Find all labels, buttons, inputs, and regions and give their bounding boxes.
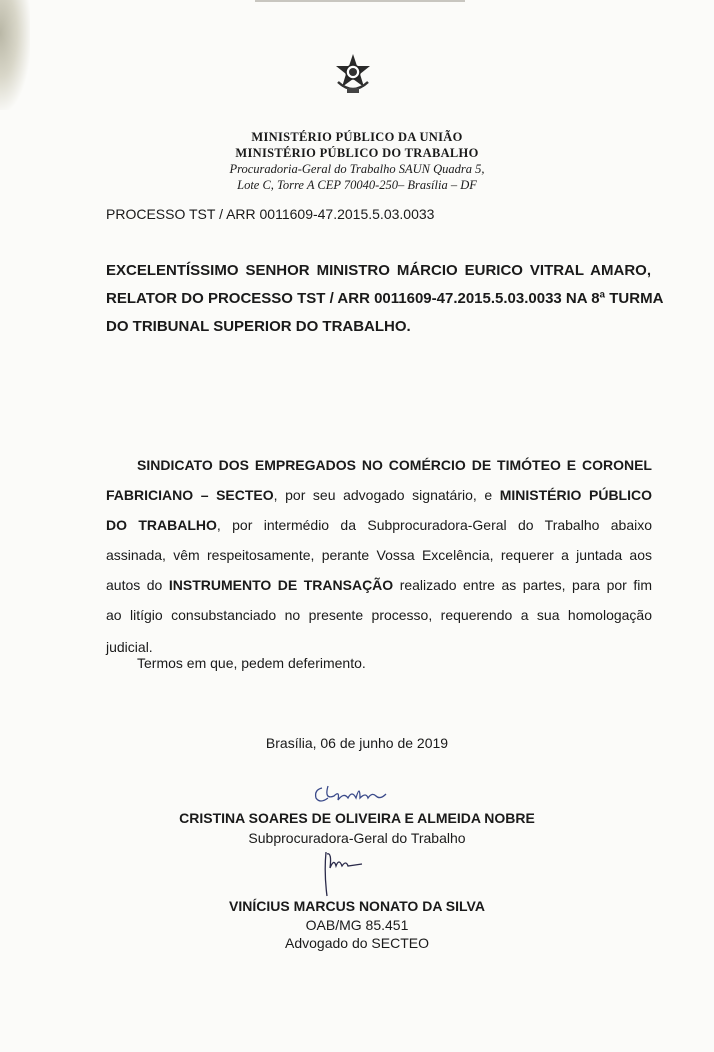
addressee-line: RELATOR DO PROCESSO TST / ARR 0011609-47.2015.5.03.0033 NA 8ª TURMA (106, 290, 664, 307)
signatory-2-name: VINÍCIUS MARCUS NONATO DA SILVA (229, 898, 485, 914)
signature-vinicius (318, 848, 368, 898)
header-line-1: MINISTÉRIO PÚBLICO DA UNIÃO (251, 130, 463, 144)
body-line (106, 639, 652, 655)
date-place: Brasília, 06 de junho de 2019 (265, 735, 449, 751)
bold-text: MINISTÉRIO PÚBLICO (499, 487, 652, 503)
signatory-1-name: CRISTINA SOARES DE OLIVEIRA E ALMEIDA NOBRE (179, 810, 535, 826)
scan-stain (0, 0, 30, 110)
signatory-2-oab: OAB/MG 85.451 (305, 917, 409, 933)
coat-of-arms-icon (333, 52, 373, 98)
body-line (106, 487, 652, 503)
bold-text: INSTRUMENTO DE TRANSAÇÃO (168, 577, 394, 593)
text: assinada, vêm respeitosamente, perante Vossa Excelência, requerer a juntada aos (106, 547, 652, 563)
scan-edge (255, 0, 465, 2)
body-line (106, 607, 652, 623)
body-line (106, 517, 652, 533)
header-address-1: Procuradoria-Geral do Trabalho SAUN Quadra 5, (229, 162, 485, 176)
signatory-2-role: Advogado do SECTEO (285, 935, 429, 951)
text: , por seu advogado signatário, e (273, 487, 500, 503)
header-line-2: MINISTÉRIO PÚBLICO DO TRABALHO (235, 146, 479, 160)
bold-text: DO TRABALHO (106, 517, 217, 533)
closing: Termos em que, pedem deferimento. (137, 655, 366, 671)
header-address-2: Lote C, Torre A CEP 70040-250– Brasília – DF (237, 178, 477, 192)
bold-text: FABRICIANO – SECTEO (106, 487, 274, 503)
addressee-line: DO TRIBUNAL SUPERIOR DO TRABALHO. (106, 318, 411, 335)
addressee-line: EXCELENTÍSSIMO SENHOR MINISTRO MÁRCIO EURICO VITRAL AMARO, (106, 262, 651, 279)
bold-text: SINDICATO DOS EMPREGADOS NO COMÉRCIO DE TIMÓTEO E CORONEL (137, 457, 652, 473)
body-line (137, 457, 652, 473)
text: autos do (106, 577, 169, 593)
body-line (106, 547, 652, 563)
body-line (106, 577, 652, 593)
signatory-1-role: Subprocuradora-Geral do Trabalho (248, 830, 466, 846)
signature-cristina (310, 780, 390, 808)
text: , por intermédio da Subprocuradora-Geral do Trabalho abaixo (216, 517, 652, 533)
text: judicial. (106, 639, 153, 655)
process-number: PROCESSO TST / ARR 0011609-47.2015.5.03.0033 (106, 206, 435, 222)
text: ao litígio consubstanciado no presente processo, requerendo a sua homologação (106, 607, 652, 623)
text: realizado entre as partes, para por fim (393, 577, 652, 593)
